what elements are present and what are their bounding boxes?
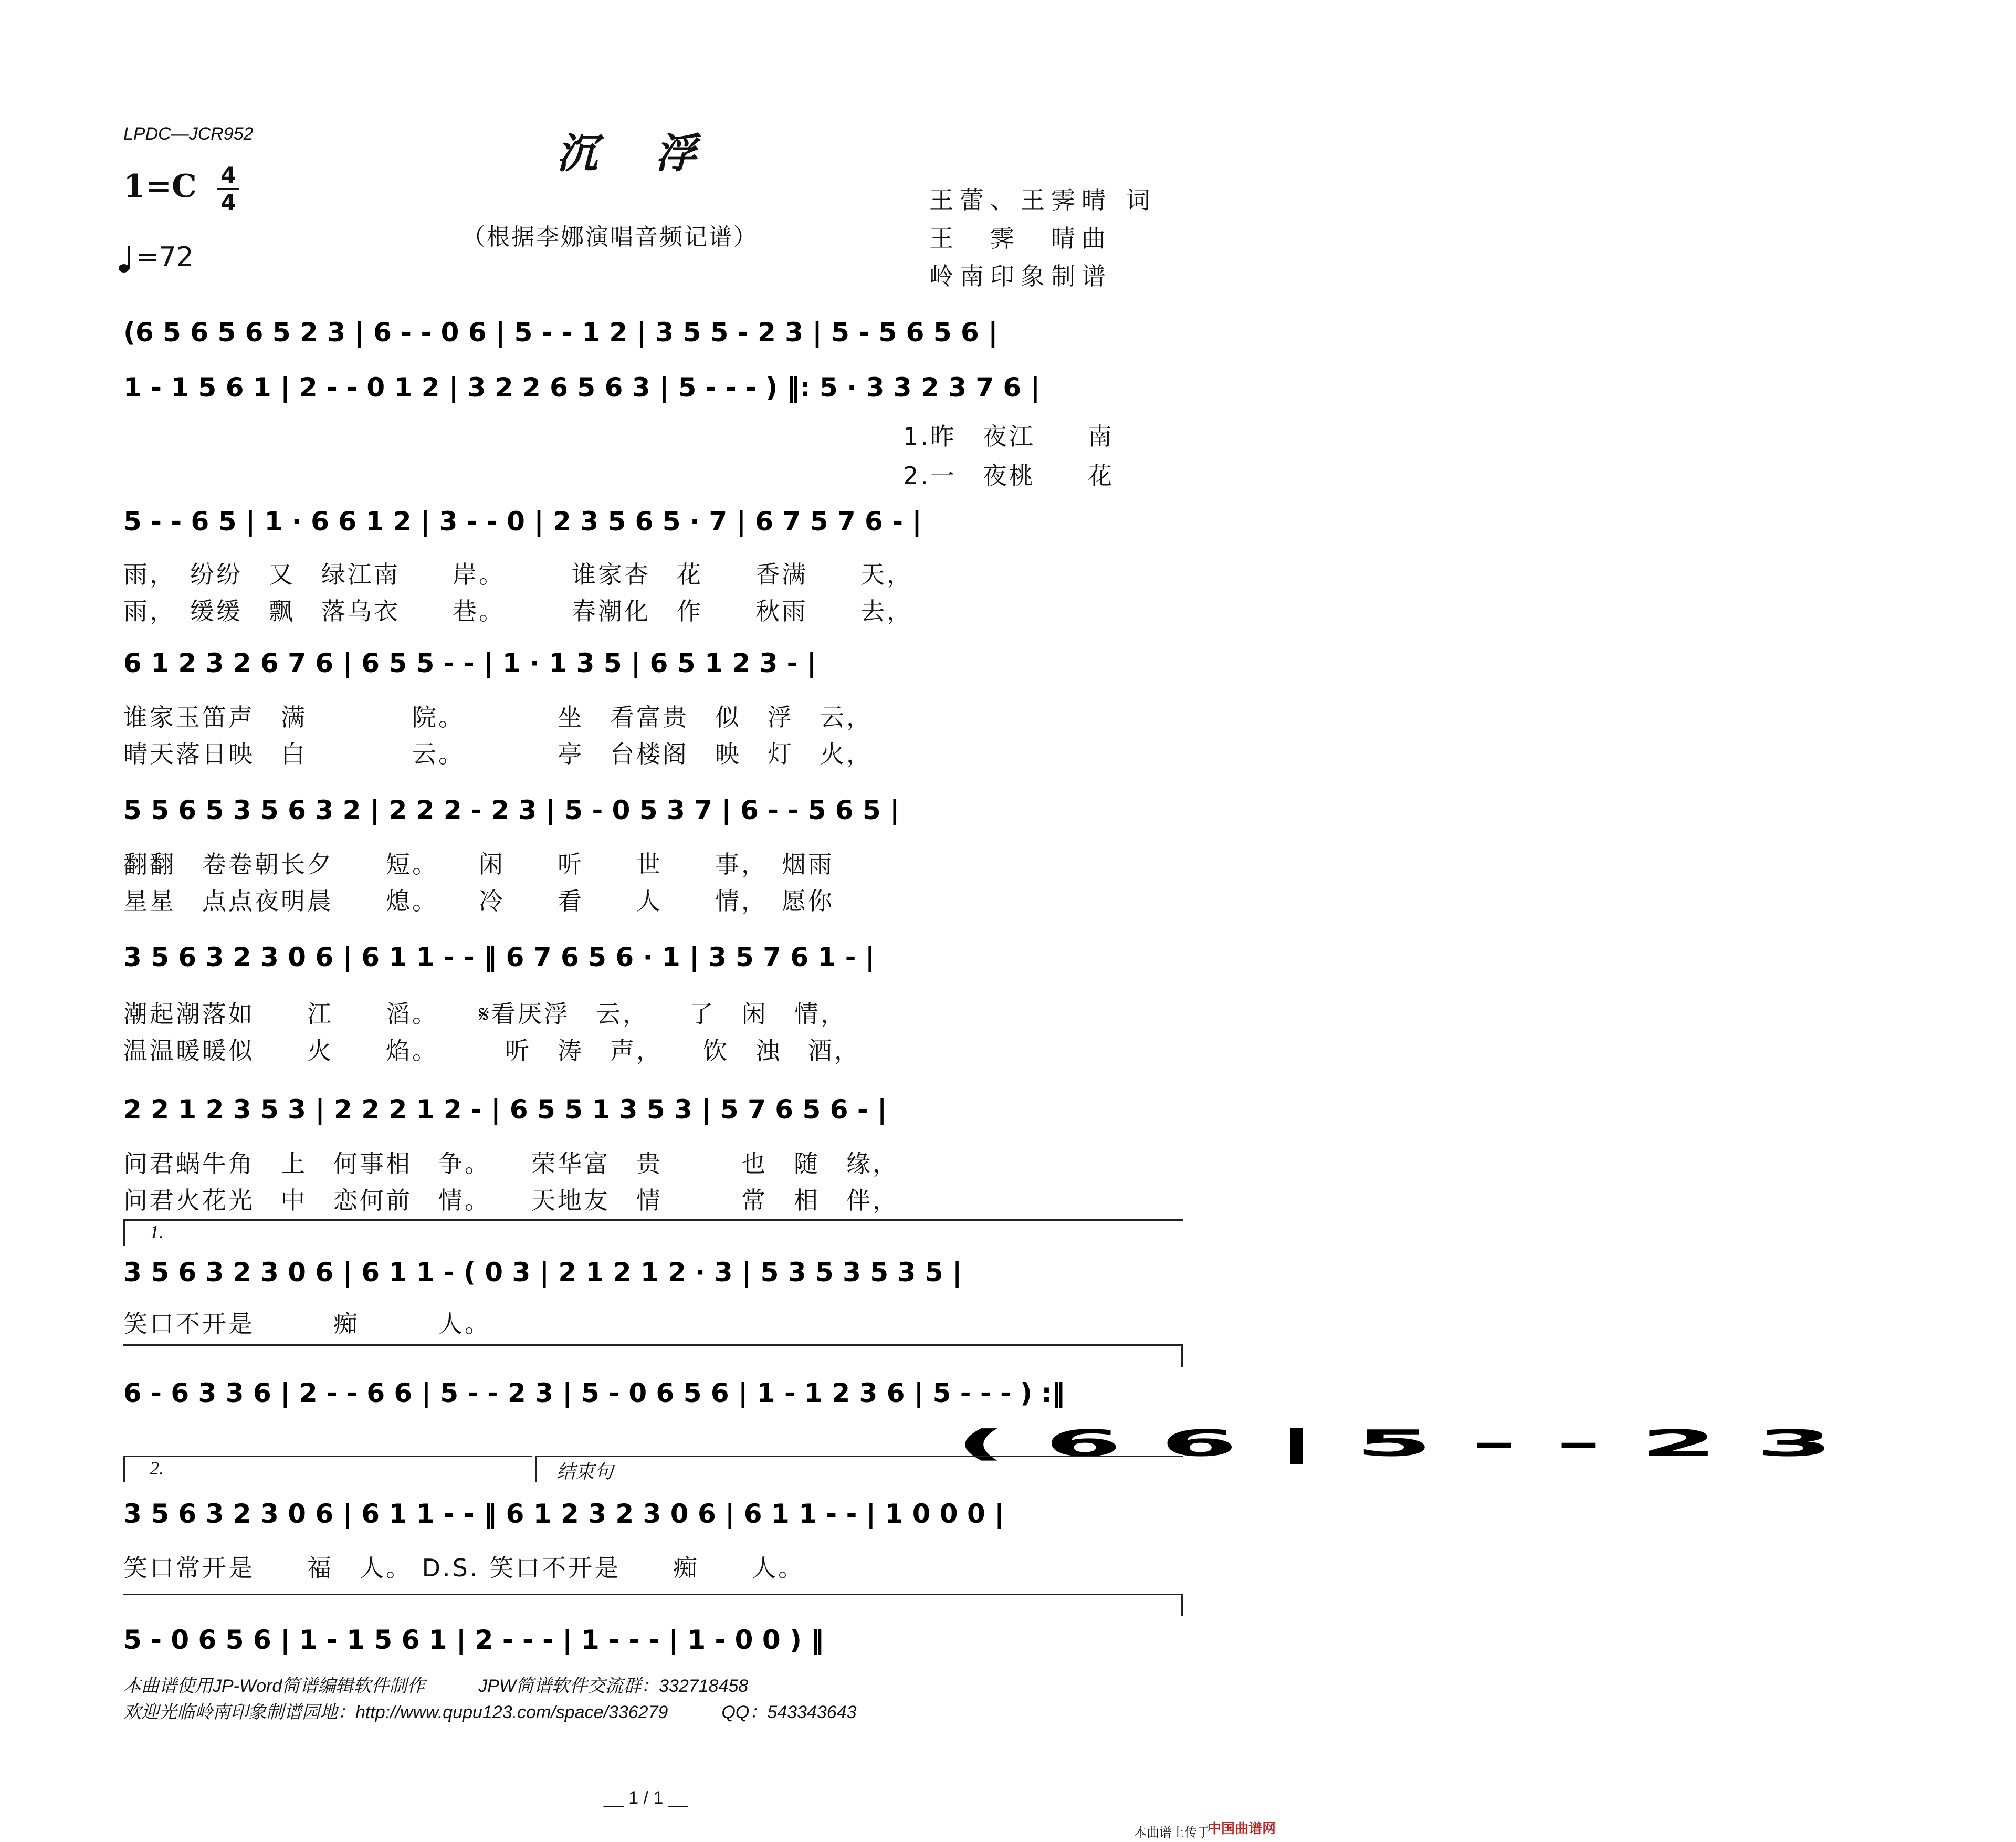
- score-line-8: [123, 1244, 1184, 1307]
- lyric-line-3b: 雨， 缓缓 飘 落乌衣 巷。 春潮化 作 秋雨 去，: [123, 597, 913, 625]
- quarter-note-icon: [118, 244, 132, 274]
- coda-label: 结束句: [556, 1461, 614, 1483]
- lyric-line-3a: 雨， 纷纷 又 绿江南 岸。 谁家杏 花 香满 天，: [123, 560, 913, 589]
- score-line-7: [123, 1082, 1184, 1145]
- score-line-6: [123, 929, 1184, 992]
- lyric-line-7b: 问君火花光 中 恋何前 情。 天地友 情 常 相 伴，: [123, 1186, 899, 1215]
- lyric-line-6b: 温温暖暖似 火 焰。 听 涛 声， 饮 浊 酒，: [123, 1037, 860, 1065]
- footer-website-note: 欢迎光临岭南印象制谱园地：http://www.qupu123.com/space/336279 QQ：543343643: [123, 1702, 857, 1722]
- tempo-value: =72: [136, 242, 194, 273]
- notation-text: 3 5 6 3 2 3 0 6 | 6 1 1 - ( 0 3 | 2 1 2 1 2 · 3 | 5 3 5 3 5 3 5 |: [123, 1257, 962, 1288]
- notation-text: 2 2 1 2 3 5 3 | 2 2 2 1 2 - | 6 5 5 1 3 5 3 | 5 7 6 5 6 - |: [123, 1094, 887, 1125]
- meter-top: 4: [220, 162, 236, 188]
- verse1-intro-lyric: 1.昨 夜江 南: [903, 422, 1114, 451]
- score-line-1: [123, 305, 1184, 368]
- upload-note: 本曲谱上传于: [1134, 1825, 1210, 1840]
- first-ending-closer: [123, 1344, 1183, 1367]
- score-line-9-alt: [956, 1412, 1833, 1465]
- subtitle-note: （根据李娜演唱音频记谱）: [462, 224, 758, 250]
- coda-bracket: [536, 1456, 1183, 1482]
- notation-text: 5 - - 6 5 | 1 · 6 6 1 2 | 3 - - 0 | 2 3 5 6 5 · 7 | 6 7 5 7 6 - |: [123, 506, 922, 537]
- lyric-line-8: 笑口不开是 痴 人。: [123, 1310, 491, 1338]
- score-line-4: [123, 635, 1184, 698]
- first-ending-bracket: [123, 1219, 1183, 1246]
- lyric-line-6a: 潮起潮落如 江 滔。 𝄋看厌浮 云， 了 闲 情，: [123, 1000, 847, 1028]
- lyric-line-5a: 翻翻 卷卷朝长夕 短。 闲 听 世 事， 烟雨: [123, 850, 834, 878]
- notation-text: 3 5 6 3 2 3 0 6 | 6 1 1 - - ‖ 6 7 6 5 6 · 1 | 3 5 7 6 1 - |: [123, 942, 875, 972]
- notation-text: 1 - 1 5 6 1 | 2 - - 0 1 2 | 3 2 2 6 5 6 3 | 5 - - - ) ‖: 5 · 3 3 2 3 7 6 |: [123, 372, 1041, 403]
- site-logo: 中国曲谱网: [1208, 1821, 1276, 1837]
- footer-software-note: 本曲谱使用JP-Word简谱编辑软件制作 JPW简谱软件交流群：332718458: [123, 1676, 749, 1696]
- score-line-10: [123, 1486, 1184, 1549]
- second-ending-label: 2.: [150, 1458, 164, 1479]
- composer-credit: 王 霁 晴曲: [929, 224, 1112, 253]
- tempo-mark: [118, 242, 194, 274]
- notation-text: 5 - 0 6 5 6 | 1 - 1 5 6 1 | 2 - - - | 1 - - - | 1 - 0 0 ) ‖: [123, 1625, 824, 1655]
- lyric-line-10: 笑口常开是 福 人。 D.S. 笑口不开是 痴 人。: [123, 1554, 805, 1582]
- score-line-5: [123, 782, 1184, 845]
- lyric-line-5b: 星星 点点夜明晨 熄。 冷 看 人 情， 愿你: [123, 887, 834, 915]
- page-number: __ 1 / 1 __: [604, 1788, 688, 1808]
- notation-text: 6 - 6 3 3 6 | 2 - - 6 6 | 5 - - 2 3 | 5 - 0 6 5 6 | 1 - 1 2 3 6 | 5 - - - ) :‖: [123, 1378, 1065, 1408]
- lyricist-credit: 王蕾、王霁晴 词: [929, 186, 1157, 214]
- lyric-line-4b: 晴天落日映 白 云。 亭 台楼阁 映 灯 火，: [123, 740, 873, 768]
- lyric-line-4a: 谁家玉笛声 满 院。 坐 看富贵 似 浮 云，: [123, 703, 873, 731]
- score-line-3: [123, 494, 1184, 557]
- arranger-credit: 岭南印象制谱: [929, 262, 1112, 290]
- song-title: 沉浮: [556, 130, 754, 177]
- notation-text: 6 1 2 3 2 6 7 6 | 6 5 5 - - | 1 · 1 3 5 | 6 5 1 2 3 - |: [123, 648, 817, 678]
- lyric-line-7a: 问君蜗牛角 上 何事相 争。 荣华富 贵 也 随 缘，: [123, 1149, 899, 1178]
- score-code: LPDC—JCR952: [123, 124, 254, 144]
- second-ending-bracket: [123, 1456, 532, 1482]
- notation-text: ( 6 6 | 5 - - 2 3: [956, 1422, 1833, 1465]
- first-ending-label: 1.: [150, 1221, 164, 1242]
- time-signature: [215, 164, 242, 214]
- meter-bottom: 4: [220, 190, 236, 215]
- key-signature: 1=C: [123, 168, 197, 205]
- score-line-2: [123, 360, 1184, 423]
- notation-text: (6 5 6 5 6 5 2 3 | 6 - - 0 6 | 5 - - 1 2 | 3 5 5 - 2 3 | 5 - 5 6 5 6 |: [123, 317, 998, 348]
- score-line-11: [123, 1612, 1184, 1675]
- notation-text: 3 5 6 3 2 3 0 6 | 6 1 1 - - ‖ 6 1 2 3 2 3 0 6 | 6 1 1 - - | 1 0 0 0 |: [123, 1499, 1004, 1529]
- verse2-intro-lyric: 2.一 夜桃 花: [903, 462, 1114, 490]
- notation-text: 5 5 6 5 3 5 6 3 2 | 2 2 2 - 2 3 | 5 - 0 5 3 7 | 6 - - 5 6 5 |: [123, 795, 900, 825]
